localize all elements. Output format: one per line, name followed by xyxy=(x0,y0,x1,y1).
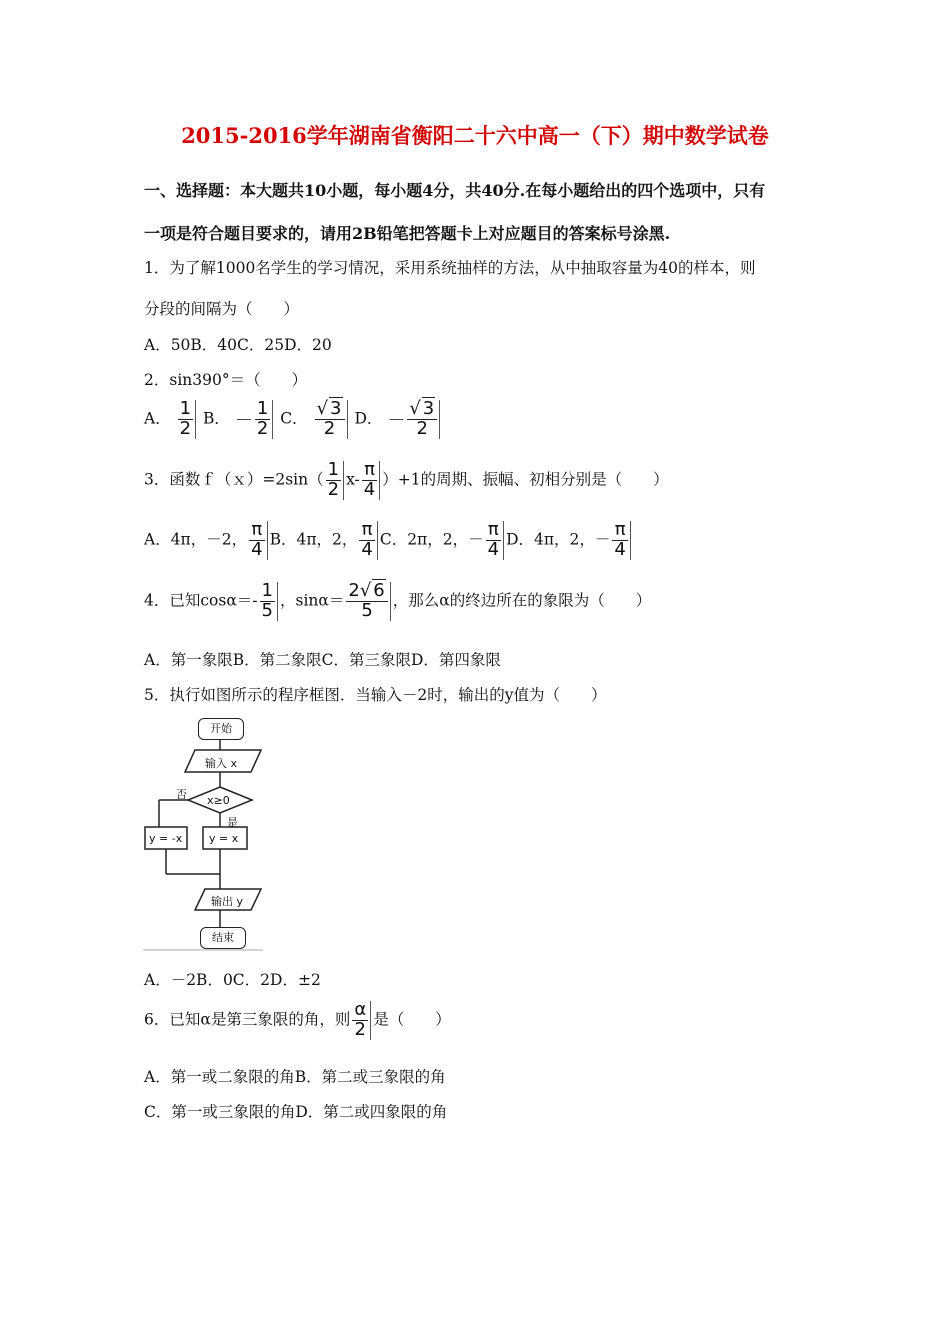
flow-yes-label: 是 xyxy=(227,816,238,829)
section-heading-line2: 一项是符合题目要求的，请用2B铅笔把答题卡上对应题目的答案标号涂黑. xyxy=(144,224,671,243)
fraction-neg-one-half: $\frac{1}{2}$ xyxy=(255,400,273,439)
fraction-one-fifth: $\frac{1}{5}$ xyxy=(260,582,278,621)
q6-stem: 6．已知α是第三象限的角，则 $\frac{\alpha}{2}$ 是（ ） xyxy=(144,999,451,1040)
fraction-one-half: $\frac{1}{2}$ xyxy=(326,461,344,500)
fraction-pi-over-4: $\frac{\pi}{4}$ xyxy=(249,521,267,560)
flow-no-label: 否 xyxy=(176,788,187,801)
flow-start: 开始 xyxy=(198,718,244,740)
flowchart xyxy=(143,714,263,952)
fraction-pi-over-4: $\frac{\pi}{4}$ xyxy=(359,521,377,560)
flow-left-assign: y = -x xyxy=(149,832,183,845)
page-title: 2015-2016学年湖南省衡阳二十六中高一（下）期中数学试卷 xyxy=(181,123,769,148)
fraction-pi-over-4: $\frac{\pi}{4}$ xyxy=(612,521,630,560)
q5-options: A．－2B．0C．2D．±2 xyxy=(144,971,321,989)
section-heading-line1: 一、选择题：本大题共10小题，每小题4分，共40分.在每小题给出的四个选项中，只有 xyxy=(144,181,766,200)
flow-right-assign: y = x xyxy=(209,832,239,845)
q1-stem-line2: 分段的间隔为（ ） xyxy=(144,300,300,318)
flow-input: 输入 x xyxy=(205,757,238,770)
fraction-pi-over-4: $\frac{\pi}{4}$ xyxy=(486,521,504,560)
q2-stem: 2．sin390°＝（ ） xyxy=(144,371,308,389)
q6-options-line1: A．第一或二象限的角B．第二或三象限的角 xyxy=(144,1068,446,1086)
q1-options: A．50B．40C．25D．20 xyxy=(144,336,332,354)
q3-options: A．4π，－2， $\frac{\pi}{4}$ B．4π，2， $\frac{\pi}{4}$ C．2π，2，－ $\frac{\pi}{4}$ D．4π，2，－ $\frac{\pi}{4}$ xyxy=(144,521,633,560)
flow-output: 输出 y xyxy=(211,895,244,908)
fraction-neg-sqrt3-over-2: $\frac{√ 3}{2}$ xyxy=(407,400,440,439)
q2-options: A． $\frac{1}{2}$ B． － $\frac{1}{2}$ C． $\frac{√ 3}{2}$ D． － $\frac{√ 3}{2}$ xyxy=(144,400,442,439)
q6-options-line2: C．第一或三象限的角D．第二或四象限的角 xyxy=(144,1103,448,1121)
q5-stem: 5．执行如图所示的程序框图．当输入－2时，输出的y值为（ ） xyxy=(144,686,607,704)
fraction-one-half: $\frac{1}{2}$ xyxy=(178,400,196,439)
fraction-2sqrt6-over-5: $\frac{2√ 6}{5}$ xyxy=(346,582,390,621)
fraction-pi-over-4: $\frac{\pi}{4}$ xyxy=(362,461,380,500)
q1-stem-line1: 1．为了解1000名学生的学习情况，采用系统抽样的方法，从中抽取容量为40的样本，则 xyxy=(144,259,756,277)
flow-condition: x≥0 xyxy=(207,794,230,807)
q4-options: A．第一象限B．第二象限C．第三象限D．第四象限 xyxy=(144,651,501,669)
q3-stem: 3．函数ｆ（ｘ）=2sin（ $\frac{1}{2}$ x- $\frac{\pi}{4}$ ）+1的周期、振幅、初相分别是（ ） xyxy=(144,459,669,500)
fraction-sqrt3-over-2: $\frac{√ 3}{2}$ xyxy=(315,400,348,439)
flow-end: 结束 xyxy=(200,927,246,949)
fraction-alpha-over-2: $\frac{\alpha}{2}$ xyxy=(352,1001,371,1040)
q4-stem: 4．已知cosα＝- $\frac{1}{5}$ ，sinα＝ $\frac{2√ 6}{5}$ ，那么α的终边所在的象限为（ ） xyxy=(144,580,652,621)
